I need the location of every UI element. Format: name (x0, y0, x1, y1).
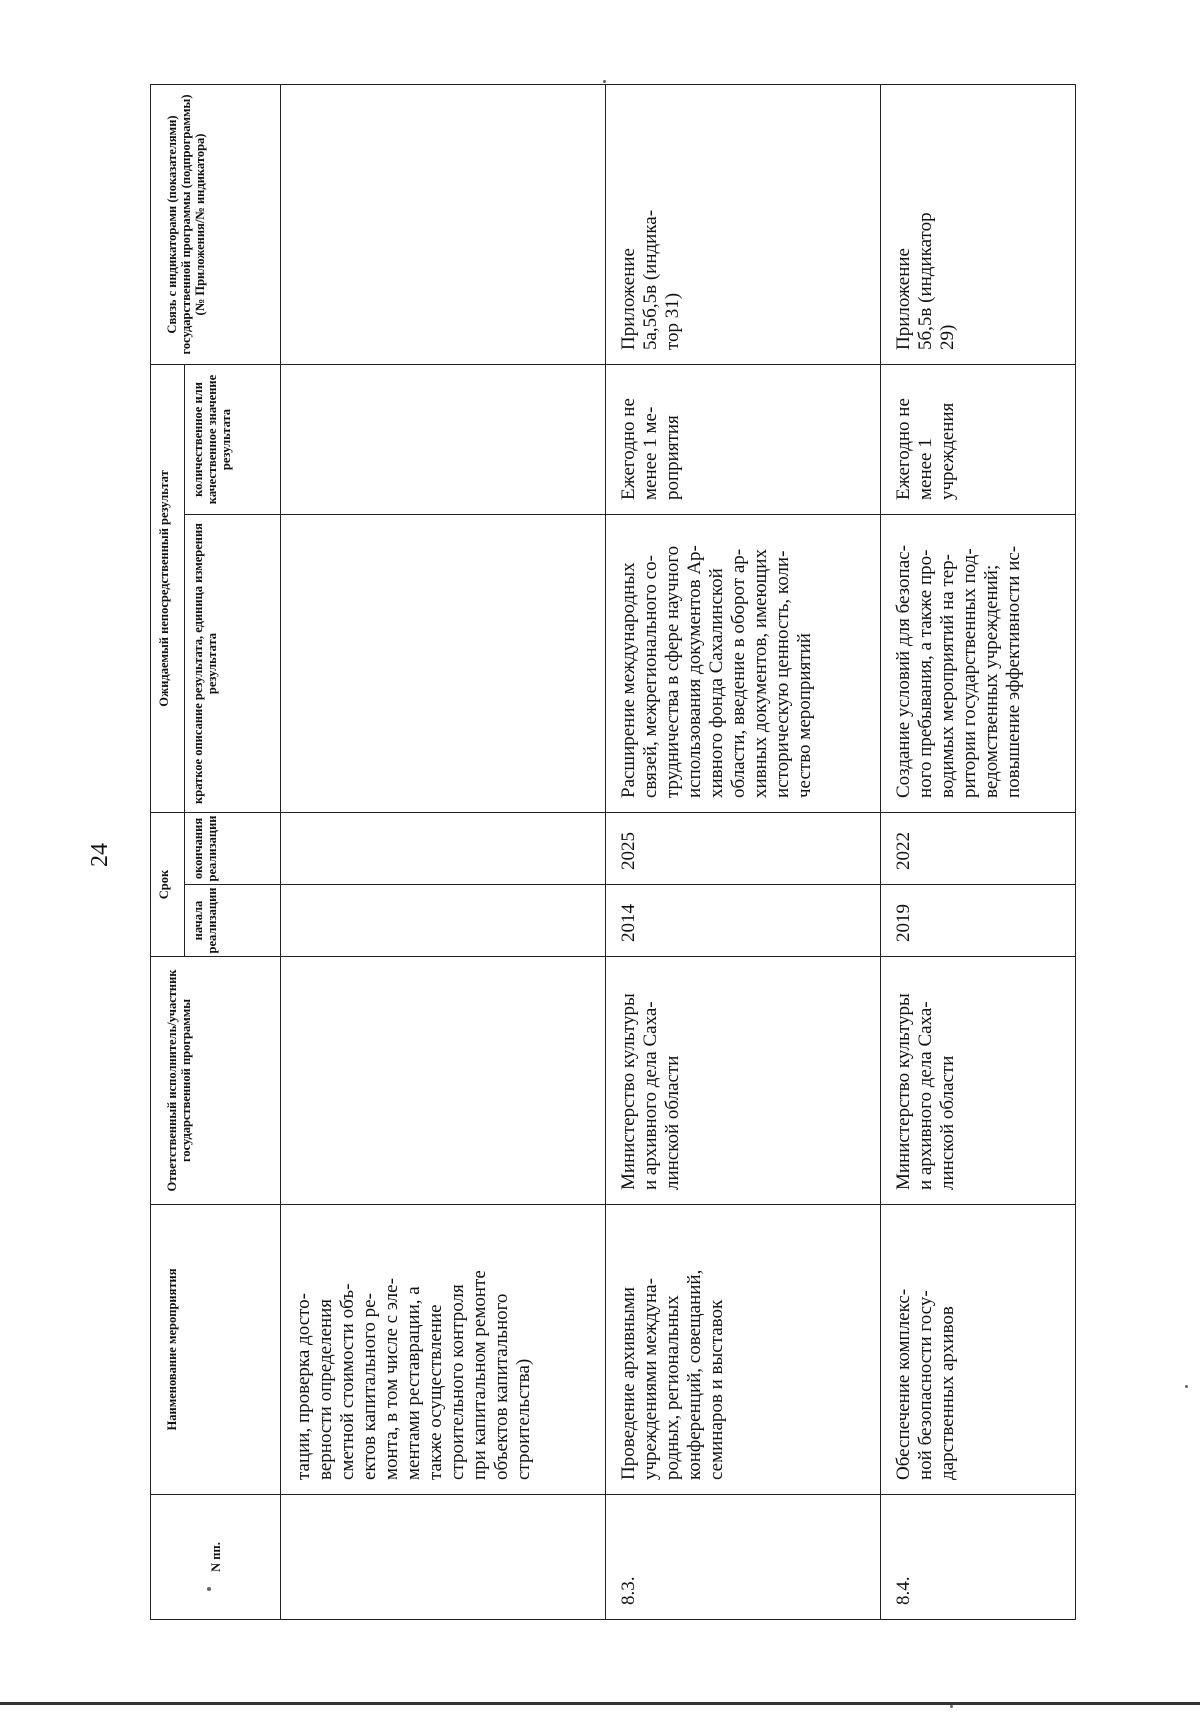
indicator-link-cell (281, 85, 606, 365)
executor-cell (606, 957, 881, 1205)
text-line: ритории государственных под- (959, 548, 980, 798)
text-line: сметной стоимости объ- (337, 1283, 358, 1480)
term-end-cell: 2025 (606, 813, 881, 885)
activity-name-cell (881, 1205, 1076, 1495)
header-name: Наименование мероприятия (151, 1205, 281, 1495)
result-value-cell (281, 365, 606, 515)
text-line: учреждениями междуна- (640, 1278, 661, 1480)
rotated-table-wrapper (150, 85, 1075, 1620)
text-line: Обеспечение комплекс- (893, 1288, 914, 1480)
header-executor: Ответственный исполнитель/участник государственной программы (151, 957, 281, 1205)
text-line: связей, межрегионального со- (640, 555, 661, 798)
executor-cell-text (893, 965, 959, 1190)
text-line: 29) (937, 324, 958, 350)
executor-cell (281, 957, 606, 1205)
term-start-cell: 2014 (606, 885, 881, 957)
term-start-cell (281, 885, 606, 957)
text-line: использования документов Ар- (684, 545, 705, 798)
text-line: конференций, совещаний, (684, 1269, 705, 1480)
text-line: тор 31) (662, 292, 683, 350)
scan-speck (950, 1705, 953, 1708)
text-line: 5а,5б,5в (индика- (640, 209, 661, 350)
text-line: Приложение (618, 248, 639, 350)
row-num-cell (281, 1495, 606, 1620)
table-body (281, 85, 1076, 1620)
text-line: 5б,5в (индикатор (915, 212, 936, 350)
indicator-link-cell (881, 85, 1076, 365)
text-line: историческую ценность, коли- (772, 550, 793, 798)
text-line: хивных документов, имеющих (750, 549, 771, 798)
text-line: линской области (662, 1055, 683, 1190)
term-end-cell: 2022 (881, 813, 1076, 885)
table-row (881, 85, 1076, 1620)
text-line: Ежегодно не (893, 398, 914, 500)
term-start-cell: 2019 (881, 885, 1076, 957)
scan-speck (207, 1587, 211, 1591)
result-value-cell-text (893, 373, 959, 500)
table-row (606, 85, 881, 1620)
executor-cell-text (618, 965, 684, 1190)
indicator-link-cell (606, 85, 881, 365)
result-value-cell (606, 365, 881, 515)
text-line: Министерство культуры (893, 993, 914, 1190)
text-line: монта, в том числе с эле- (381, 1278, 402, 1480)
text-line: учреждения (937, 402, 958, 500)
text-line: линской области (937, 1055, 958, 1190)
text-line: ного пребывания, а также про- (915, 549, 936, 798)
text-line: объектов капитального (491, 1293, 512, 1480)
page-number: 24 (87, 843, 113, 867)
text-line: области, введение в оборот ар- (728, 548, 749, 798)
term-end-cell (281, 813, 606, 885)
activity-name-cell (281, 1205, 606, 1495)
activity-name-cell-text (618, 1213, 728, 1480)
executor-cell (881, 957, 1076, 1205)
text-line: строительства) (513, 1358, 534, 1480)
result-desc-cell-text (618, 523, 816, 798)
result-desc-cell (606, 515, 881, 813)
text-line: роприятия (662, 415, 683, 500)
text-line: и архивного дела Саха- (915, 1001, 936, 1190)
indicator-link-cell-text (893, 93, 959, 350)
text-line: хивного фонда Сахалинской (706, 568, 727, 798)
header-term: Срок (151, 813, 185, 957)
text-line: Ежегодно не (618, 398, 639, 500)
text-line: семинаров и выставок (706, 1299, 727, 1480)
activities-table (150, 84, 1076, 1620)
text-line: также осуществление (425, 1304, 446, 1480)
header-term-start: начала реализации (185, 885, 281, 957)
text-line: Приложение (893, 248, 914, 350)
result-desc-cell (881, 515, 1076, 813)
scan-speck (1185, 1385, 1188, 1388)
text-line: ной безопасности госу- (915, 1290, 936, 1480)
text-line: Создание условий для безопас- (893, 545, 914, 798)
text-line: Министерство культуры (618, 993, 639, 1190)
table-row (281, 85, 606, 1620)
header-result-desc: краткое описание результата, единица измерения результата (185, 515, 281, 813)
text-line: менее 1 (915, 438, 936, 500)
result-value-cell-text (618, 373, 684, 500)
result-desc-cell-text (893, 523, 1025, 798)
header-result-value: количественное или качественное значение результата (185, 365, 281, 515)
header-result: Ожидаемый непосредственный результат (151, 365, 185, 813)
text-line: и архивного дела Саха- (640, 1001, 661, 1190)
result-value-cell (881, 365, 1076, 515)
header-term-end: окончания реализации (185, 813, 281, 885)
scan-speck (603, 80, 606, 83)
header-link: Связь с индикаторами (показателями) государственной программы (подпрограммы) (№ Приложения/№ индикатора) (151, 85, 281, 365)
text-line: менее 1 ме- (640, 406, 661, 500)
row-num-cell: 8.3. (606, 1495, 881, 1620)
text-line: тации, проверка досто- (293, 1292, 314, 1480)
header-num: N пп. (151, 1495, 281, 1620)
text-line: трудничества в сфере научного (662, 545, 683, 798)
text-line: ведомственных учреждений; (981, 564, 1002, 798)
text-line: верности определения (315, 1298, 336, 1480)
text-line: ментами реставрации, а (403, 1286, 424, 1480)
text-line: родных, региональных (662, 1295, 683, 1480)
scan-edge-line (0, 1702, 1200, 1705)
text-line: чество мероприятий (794, 633, 815, 798)
text-line: повышение эффективности ис- (1003, 545, 1024, 798)
text-line: Проведение архивными (618, 1286, 639, 1480)
indicator-link-cell-text (618, 93, 684, 350)
activity-name-cell-text (293, 1213, 535, 1480)
text-line: дарственных архивов (937, 1306, 958, 1480)
activity-name-cell-text (893, 1213, 959, 1480)
result-desc-cell (281, 515, 606, 813)
text-line: при капитальном ремонте (469, 1270, 490, 1480)
text-line: ектов капитального ре- (359, 1293, 380, 1480)
text-line: строительного контроля (447, 1284, 468, 1480)
row-num-cell: 8.4. (881, 1495, 1076, 1620)
activity-name-cell (606, 1205, 881, 1495)
text-line: водимых мероприятий на тер- (937, 553, 958, 798)
text-line: Расширение международных (618, 562, 639, 798)
